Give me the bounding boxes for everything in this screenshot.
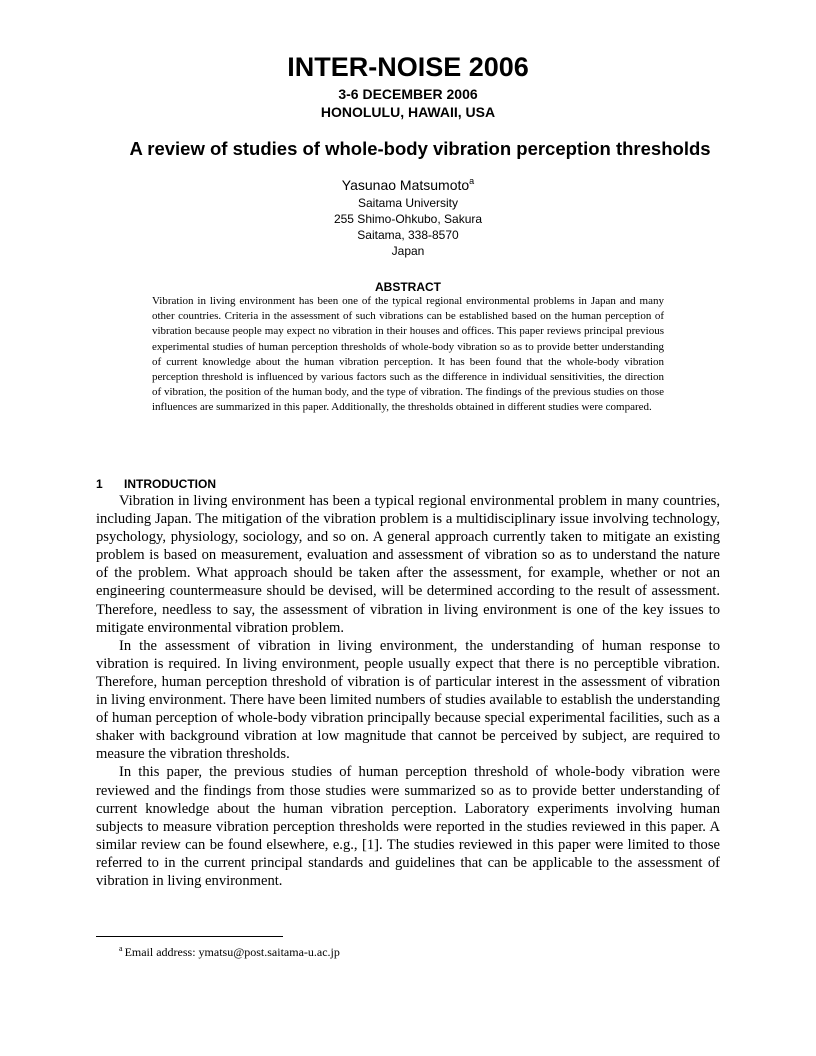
footnote (119, 944, 340, 960)
author-name (0, 176, 816, 194)
paper-title: A review of studies of whole-body vibration perception thresholds (129, 138, 711, 159)
footnote-mark: a (119, 944, 123, 953)
abstract-text: Vibration in living environment has been one of the typical regional environmental problems in Japan and many other countries. Criteria in the assessment of such vibrations can be established based on the human perception of vibration because people may expect no vibration in their houses and offices. This paper reviews principal previous experimental studies of human perception thresholds of whole-body vibration so as to provide better understanding of current knowledge about the human vibration perception. It has been found that the whole-body vibration perception threshold is influenced by various factors such as the difference in individual sensitivities, the direction of vibration, the position of the human body, and the type of vibration. The findings of the previous studies on those influences are summarized in this paper. Additionally, the thresholds obtained in different studies were compared. (152, 295, 664, 414)
affiliation-line: Saitama, 338-8570 (357, 228, 459, 242)
conference-location: HONOLULU, HAWAII, USA (320, 104, 496, 120)
section-title: INTRODUCTION (124, 477, 216, 491)
conference-dates: 3-6 DECEMBER 2006 (338, 86, 478, 102)
abstract-heading: ABSTRACT (375, 280, 441, 294)
introduction-body (96, 492, 720, 890)
footnote-email: Email address: ymatsu@post.saitama-u.ac.jp (124, 945, 340, 959)
paragraph: Vibration in living environment has been a typical regional environmental problem in many countries, including Japan. The mitigation of the vibration problem is a multidisciplinary issue involving technology, psychology, physiology, sociology, and so on. A general approach currently taken to mitigate an existing problem is based on measurement, evaluation and assessment of vibration so as to understand the nature of the problem. What approach should be taken after the assessment, for example, whether or not an engineering countermeasure should be devised, will be determined according to the result of assessment. Therefore, needless to say, the assessment of vibration in living environment is one of the key issues to mitigate environmental vibration problem. (96, 493, 720, 636)
affiliation-line: Japan (391, 244, 425, 258)
conference-title: INTER-NOISE 2006 (287, 52, 529, 82)
affiliation-line: Saitama University (357, 196, 459, 210)
section-number: 1 (96, 477, 103, 491)
paragraph: In this paper, the previous studies of human perception threshold of whole-body vibration were reviewed and the findings from those studies were summarized so as to provide better understanding of current knowledge about the human vibration perception. Laboratory experiments involving human subjects to measure vibration perception thresholds were reported in the studies reviewed in this paper. A similar review can be found elsewhere, e.g., [1]. The studies reviewed in this paper were limited to those referred to in the current principal standards and guidelines that can be applicable to the assessment of vibration in living environment. (96, 764, 720, 889)
paragraph: In the assessment of vibration in living environment, the understanding of human response to vibration is required. In living environment, people usually expect that there is no perceptible vibration. Therefore, human perception threshold of vibration is of particular interest in the assessment of vibration in living environment. There have been limited numbers of studies available to establish the understanding of human perception of whole-body vibration principally because special experimental facilities, such as a shaker with background vibration at low magnitude that cannot be perceived by subject, are required to measure the vibration thresholds. (96, 637, 720, 763)
author-footnote-mark: a (469, 176, 475, 186)
author-name-text: Yasunao Matsumoto (341, 177, 470, 193)
section-heading (96, 476, 216, 492)
footnote-divider (96, 936, 283, 937)
affiliation-line: 255 Shimo-Ohkubo, Sakura (333, 212, 483, 226)
